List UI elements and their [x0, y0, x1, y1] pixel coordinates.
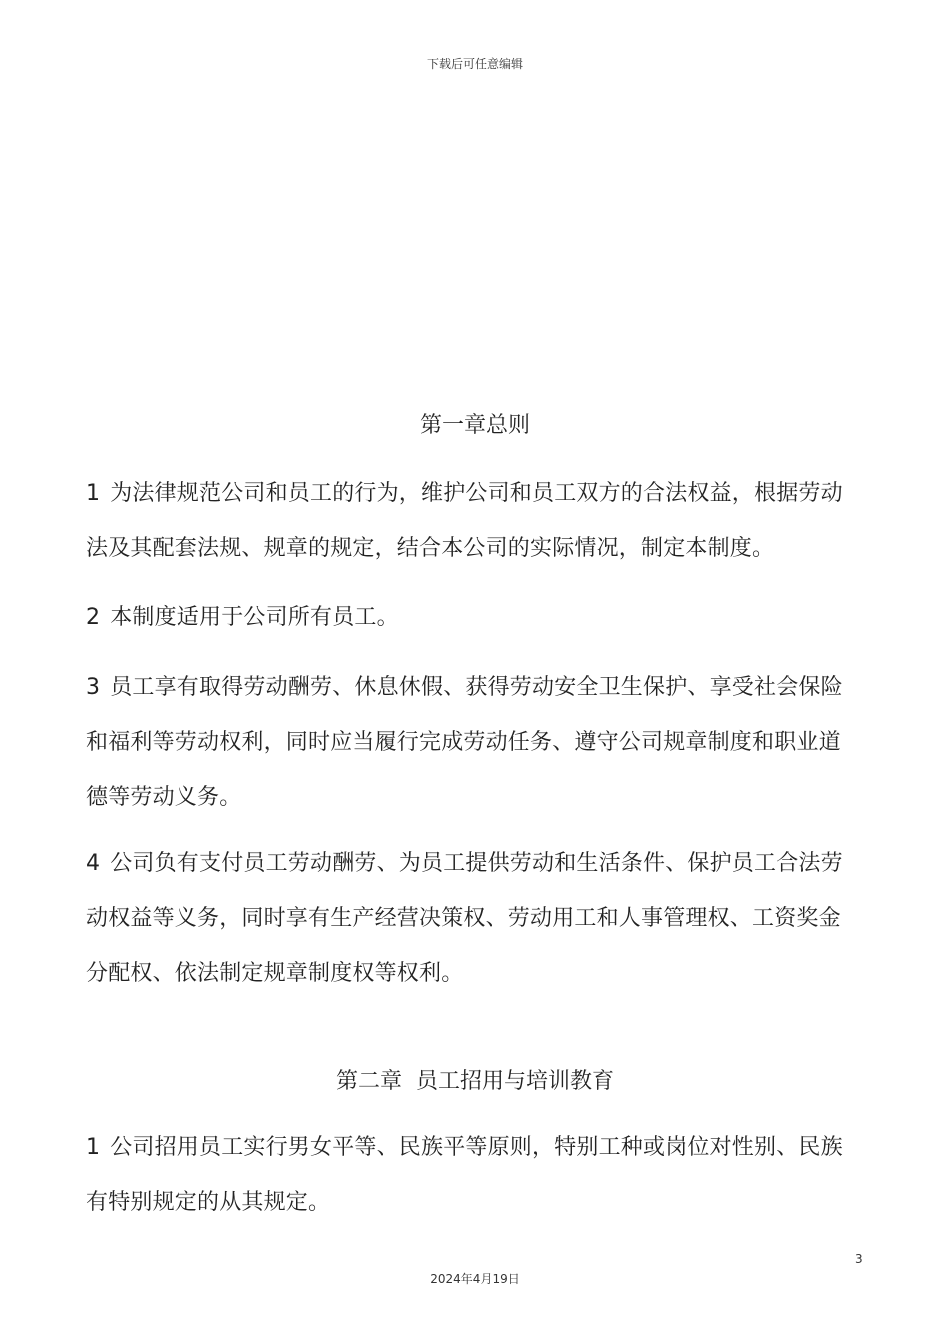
paragraph-number: 4 — [86, 851, 101, 876]
chapter-1-paragraph-1 — [86, 466, 856, 576]
chapter-1-paragraph-2 — [86, 590, 856, 645]
paragraph-text: 本制度适用于公司所有员工。 — [110, 605, 399, 630]
paragraph-number: 2 — [86, 605, 101, 630]
footer-date: 2024年4月19日 — [430, 1272, 520, 1286]
header-note: 下载后可任意编辑 — [426, 57, 523, 71]
chapter-1-title: 第一章总则 — [419, 413, 530, 438]
paragraph-text: 公司负有支付员工劳动酬劳、为员工提供劳动和生活条件、保护员工合法劳动权益等义务，同时享有生产经营决策权、劳动用工和人事管理权、工资奖金分配权、依法制定规章制度权等权利。 — [86, 851, 843, 986]
paragraph-number: 1 — [86, 1135, 101, 1160]
paragraph-number: 3 — [86, 675, 101, 700]
chapter-2-paragraph-1 — [86, 1120, 856, 1230]
paragraph-number: 1 — [86, 481, 101, 506]
chapter-2-title: 第二章 员工招用与培训教育 — [336, 1069, 614, 1094]
chapter-1-paragraph-3 — [86, 660, 856, 825]
chapter-1-paragraph-4 — [86, 836, 856, 1001]
paragraph-text: 员工享有取得劳动酬劳、休息休假、获得劳动安全卫生保护、享受社会保险和福利等劳动权利，同时应当履行完成劳动任务、遵守公司规章制度和职业道德等劳动义务。 — [86, 675, 843, 810]
page-number: 3 — [855, 1252, 863, 1266]
paragraph-text: 公司招用员工实行男女平等、民族平等原则，特别工种或岗位对性别、民族有特别规定的从其规定。 — [86, 1135, 843, 1215]
paragraph-text: 为法律规范公司和员工的行为，维护公司和员工双方的合法权益，根据劳动法及其配套法规、规章的规定，结合本公司的实际情况，制定本制度。 — [86, 481, 843, 561]
